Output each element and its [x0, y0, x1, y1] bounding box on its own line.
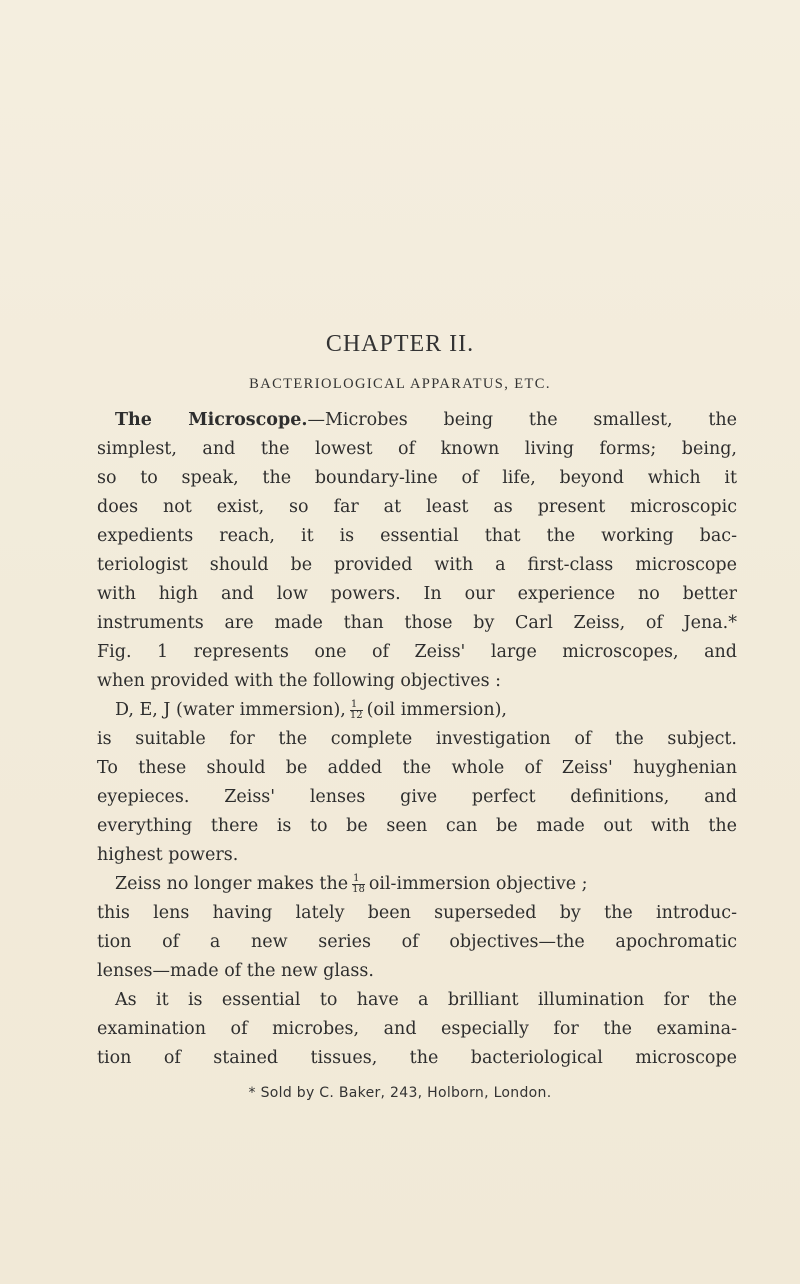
paragraph-line: with high and low powers. In our experience no better	[97, 584, 737, 604]
paragraph-line: everything there is to be seen can be made out with the	[97, 816, 737, 836]
paragraph-line: tion of stained tissues, the bacteriological microscope	[97, 1048, 737, 1068]
paragraph-line: As it is essential to have a brilliant illumination for the	[115, 990, 737, 1010]
section-lead: The Microscope.	[115, 410, 308, 430]
paragraph-line: eyepieces. Zeiss' lenses give perfect definitions, and	[97, 787, 737, 807]
paragraph-line: when provided with the following objectives :	[97, 671, 502, 691]
paragraph-line: Fig. 1 represents one of Zeiss' large microscopes, and	[97, 642, 737, 662]
paragraph-line: teriologist should be provided with a first-class microscope	[97, 555, 737, 575]
paragraph-line: examination of microbes, and especially for the examina-	[97, 1019, 737, 1039]
chapter-subtitle: BACTERIOLOGICAL APPARATUS, ETC.	[249, 376, 551, 392]
paragraph-line: lenses—made of the new glass.	[97, 961, 374, 981]
objectives-line: D, E, J (water immersion), $\frac{1}{12}$ (oil immersion),	[115, 699, 507, 721]
chapter-title: CHAPTER II.	[325, 331, 475, 357]
paragraph-line: The Microscope.—Microbes being the smallest, the	[115, 410, 738, 430]
paragraph-line: instruments are made than those by Carl Zeiss, of Jena.*	[97, 613, 737, 633]
paragraph-line: does not exist, so far at least as present microscopic	[97, 497, 737, 517]
fraction-one-twelfth: $\frac{1}{12}$	[349, 699, 363, 721]
zeiss-line: Zeiss no longer makes the $\frac{1}{18}$ oil-immersion objective ;	[115, 873, 588, 895]
paragraph-line: highest powers.	[97, 845, 239, 865]
paragraph-line: so to speak, the boundary-line of life, beyond which it	[97, 468, 737, 488]
paragraph-line: tion of a new series of objectives—the apochromatic	[97, 932, 737, 952]
fraction-one-eighteenth: $\frac{1}{18}$	[352, 873, 365, 895]
paragraph-line: this lens having lately been superseded by the introduc-	[97, 903, 737, 923]
body-text	[97, 406, 737, 1073]
footnote: * Sold by C. Baker, 243, Holborn, London.	[248, 1085, 552, 1101]
paragraph-line: is suitable for the complete investigation of the subject.	[97, 729, 737, 749]
paragraph-line: expedients reach, it is essential that the working bac-	[97, 526, 737, 546]
paragraph-line: simplest, and the lowest of known living forms; being,	[97, 439, 737, 459]
paragraph-line: To these should be added the whole of Zeiss' huyghenian	[97, 758, 737, 778]
